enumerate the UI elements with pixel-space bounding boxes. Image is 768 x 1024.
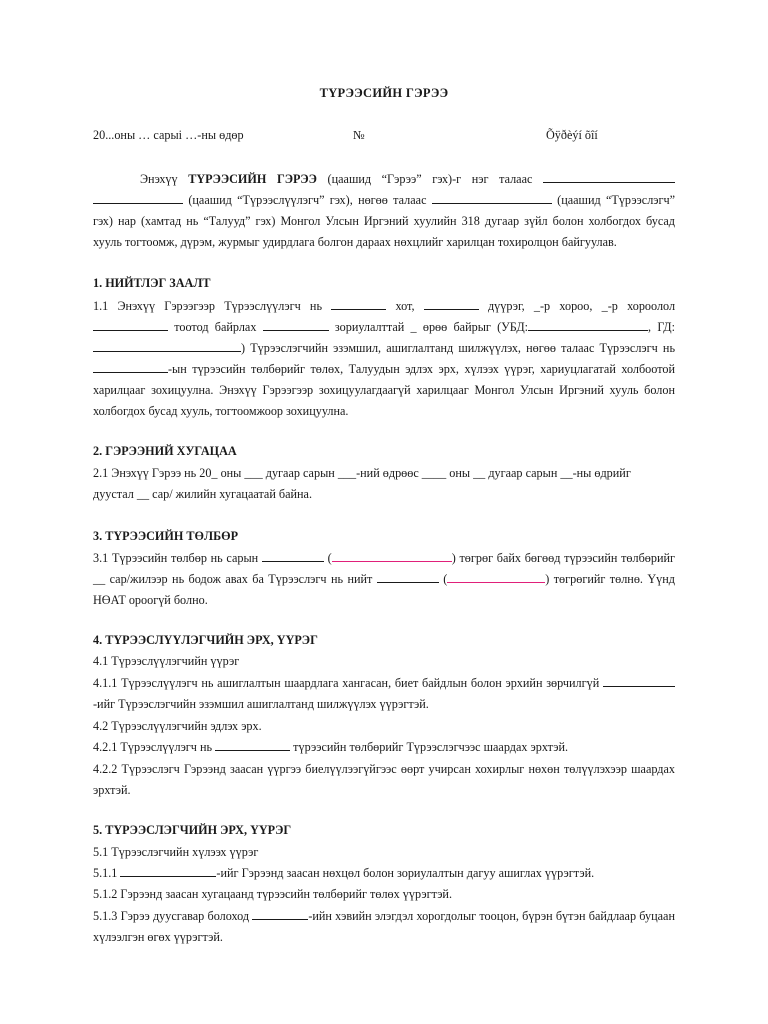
city-blank[interactable] bbox=[331, 297, 386, 310]
section-4-heading: 4. ТҮРЭЭСЛҮҮЛЭГЧИЙН ЭРХ, ҮҮРЭГ bbox=[93, 633, 318, 647]
lessor-blank[interactable] bbox=[543, 170, 675, 183]
purpose-blank[interactable] bbox=[263, 318, 329, 331]
lessor-blank-cont[interactable] bbox=[93, 191, 183, 204]
gd-blank[interactable] bbox=[93, 339, 241, 352]
clause-5-1-1: 5.1.1 -ийг Гэрээнд заасан нөхцөл болон зориулалтын дагуу ашиглах үүрэгтэй. bbox=[93, 866, 595, 880]
clause-4-2-1: 4.2.1 Түрээслүүлэгч нь түрээсийн төлбөрийг Түрээслэгчээс шаардах эрхтэй. bbox=[93, 740, 569, 754]
clause-5-1: 5.1 Түрээслэгчийн хүлээх үүрэг bbox=[93, 845, 259, 859]
date-field: 20...оны … сарыі …-ны өдөр bbox=[93, 128, 244, 142]
property-blank[interactable] bbox=[603, 674, 675, 687]
section-1-body: 1.1 Энэхүү Гэрээгээр Түрээслүүлэгч нь хот, дүүрэг, _-р хороо, _-р хороолол тоотод байрлах зориулалттай _ өрөө байрыг (УБД: , ГД:) Түрээслэгчийн эзэмшил, ашиглалтанд шилжүүлэх, нөгөө талаас Түрээслэгч нь -ын түрээсийн төлбөрийг төлөх, Талуудын эдлэх эрх, хүлээх үүрэг, хариуцлагатай холбоотой харилцааг зохицуулна. Энэхүү Гэрээгээр зохицуулагдаагүй харилцааг Монгол Улсын Иргэний хууль болон холбогдох бусад хууль, тогтоомжоор зохицуулна. bbox=[93, 299, 676, 418]
duration-blank[interactable] bbox=[93, 360, 168, 373]
intro-paragraph: Энэхүү ТҮРЭЭСИЙН ГЭРЭЭ (цаашид “Гэрээ” гэх)-г нэг талаас (цаашид “Түрээслүүлэгч” гэх), нөгөө талаас (цаашид “Түрээслэгч” гэх) нар (хамтад нь “Талууд” гэх) Монгол Улсын Иргэний хуулийн 318 дугаар зүйл болон холбогдох бусад хууль тогтоомж, дүрэм, журмыг удирдлага болгон дараах нөхцлийг харилцан тохиролцон байгуулав. bbox=[93, 172, 676, 249]
section-2-line-2: дуустал __ сар/ жилийн хугацаатай байна. bbox=[93, 487, 313, 501]
section-1-heading: 1. НИЙТЛЭГ ЗААЛТ bbox=[93, 276, 211, 290]
clause-5-1-2: 5.1.2 Гэрээнд заасан хугацаанд түрээсийн төлбөрийг төлөх үүрэгтэй. bbox=[93, 887, 453, 901]
use-property-blank[interactable] bbox=[120, 864, 216, 877]
lessee-blank[interactable] bbox=[432, 191, 552, 204]
section-2-line-1: 2.1 Энэхүү Гэрээ нь 20_ оны ___ дугаар сарын ___-ний өдрөөс ____ оны __ дугаар сарын __-ны өдрийг bbox=[93, 466, 631, 480]
section-5-heading: 5. ТҮРЭЭСЛЭГЧИЙН ЭРХ, ҮҮРЭГ bbox=[93, 823, 292, 837]
clause-4-2: 4.2 Түрээслүүлэгчийн эдлэх эрх. bbox=[93, 719, 262, 733]
intro-title: ТҮРЭЭСИЙН ГЭРЭЭ bbox=[188, 172, 317, 186]
total-amount-blank[interactable] bbox=[377, 570, 439, 583]
clause-4-1-1: 4.1.1 Түрээслүүлэгч нь ашиглалтын шаардлага хангасан, биет байдлын болон эрхийн зөрчилгүй -ийг Түрээслэгчийн эзэмшил ашиглалтанд шилжүүлэх үүрэгтэй. bbox=[93, 673, 675, 715]
payment-period-blank[interactable] bbox=[215, 738, 290, 751]
district-blank[interactable] bbox=[424, 297, 479, 310]
return-property-blank[interactable] bbox=[252, 907, 308, 920]
monthly-amount-words-blank[interactable] bbox=[332, 549, 452, 562]
contract-number: № bbox=[353, 128, 365, 142]
section-3-body: 3.1 Түрээсийн төлбөр нь сарын ( ) төгрөг байх бөгөөд түрээсийн төлбөрийг __ сар/жилээр нь бодож авах ба Түрээслэгч нь нийт ( ) төгрөгийг төлнө. Үүнд НӨАТ ороогүй болно. bbox=[93, 551, 676, 607]
address-blank[interactable] bbox=[93, 318, 168, 331]
place-field: Õÿðèýí õîí bbox=[546, 128, 598, 142]
clause-4-1: 4.1 Түрээслүүлэгчийн үүрэг bbox=[93, 654, 240, 668]
clause-4-2-2: 4.2.2 Түрээслэгч Гэрээнд заасан үүргээ биелүүлээгүйгээс өөрт учирсан хохирлыг нөхөн төлүүлэхээр шаардах эрхтэй. bbox=[93, 762, 675, 797]
section-3-heading: 3. ТҮРЭЭСИЙН ТӨЛБӨР bbox=[93, 529, 239, 543]
clause-5-1-3: 5.1.3 Гэрээ дуусгавар болоход -ийн хэвийн элэгдэл хорогдолыг тооцон, бүрэн бүтэн байдлаар буцаан хүлээлгэн өгөх үүрэгтэй. bbox=[93, 909, 675, 944]
section-2-heading: 2. ГЭРЭЭНИЙ ХУГАЦАА bbox=[93, 444, 237, 458]
monthly-amount-blank[interactable] bbox=[262, 549, 324, 562]
ubd-blank[interactable] bbox=[528, 318, 648, 331]
document-title: ТҮРЭЭСИЙН ГЭРЭЭ bbox=[319, 86, 449, 100]
total-amount-words-blank[interactable] bbox=[447, 570, 545, 583]
